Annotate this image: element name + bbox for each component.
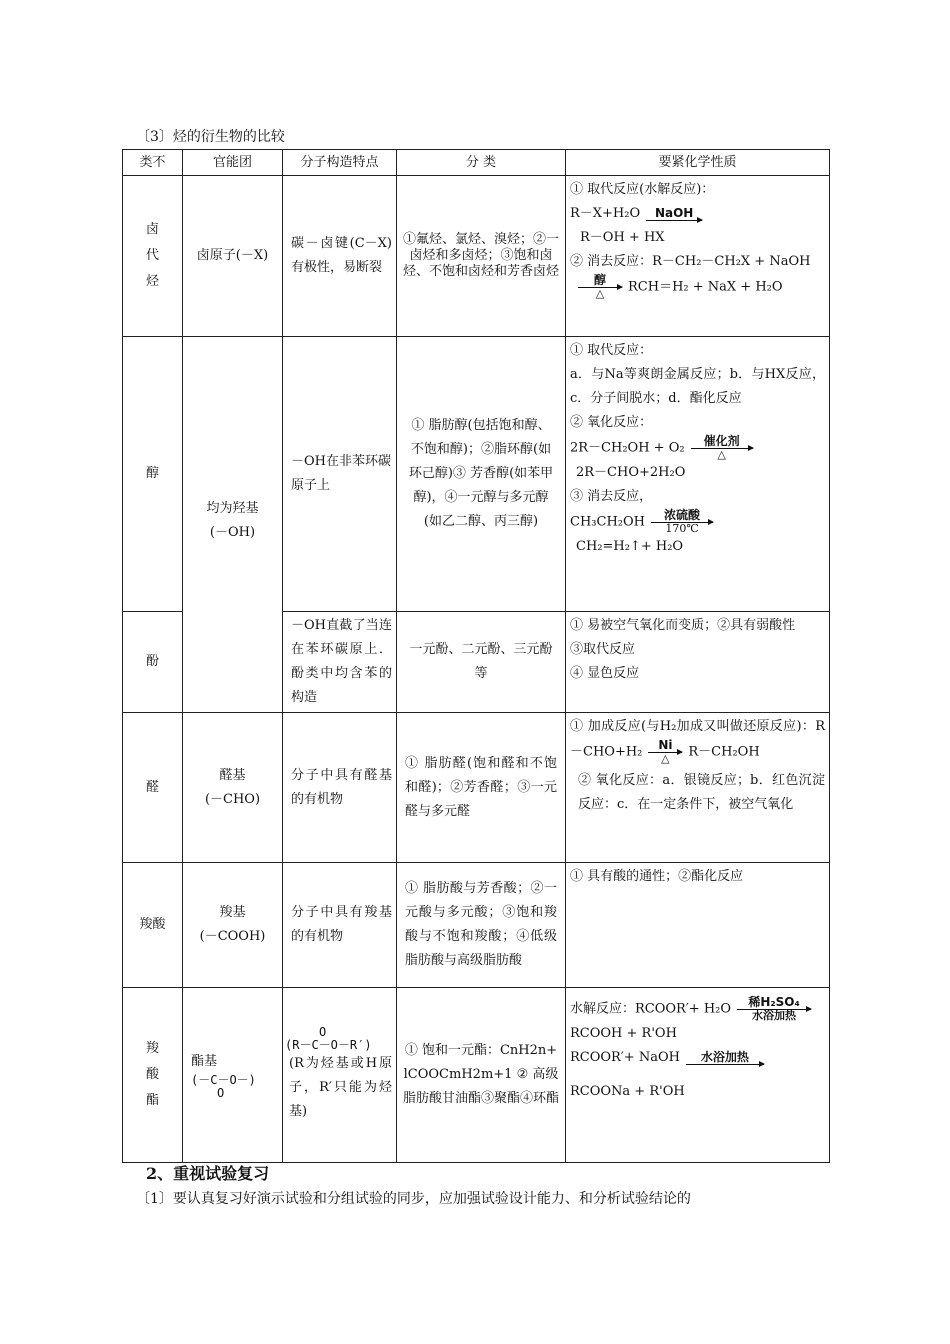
group-cell: 酯基 (－C－O－) O xyxy=(183,988,283,1163)
class-cell: 一元酚、二元酚、三元酚等 xyxy=(397,612,566,713)
row-alcohol xyxy=(123,337,830,612)
row-halohydrocarbon xyxy=(123,176,830,337)
property-cell: 水解反应：RCOOR′+ H₂O 稀H₂SO₄ 水浴加热 RCOOH + R'OH RCOOR′+ NaOH 水浴加热 RCOONa + R'OH xyxy=(566,988,830,1163)
feature-cell: 分子中具有醛基的有机物 xyxy=(283,713,397,863)
class-cell: ① 饱和一元酯：CnH2n+lCOOCmH2m+1 ② 高级脂肪酸甘油酯③聚酯④环酯 xyxy=(397,988,566,1163)
header-row xyxy=(123,150,830,176)
derivatives-table xyxy=(122,149,830,1163)
ester-group-structure: (－C－O－) xyxy=(191,1073,256,1087)
category-cell: 羧 酸 酯 xyxy=(123,988,183,1163)
header-category: 类不 xyxy=(123,150,183,176)
group-cell-hydroxyl: 均为羟基 (－OH) xyxy=(183,337,283,713)
row-ester xyxy=(123,988,830,1163)
property-cell: ① 具有酸的通性；②酯化反应 xyxy=(566,863,830,988)
ester-structure: (R－C－O－R′) xyxy=(285,1038,372,1052)
category-cell: 酚 xyxy=(123,612,183,713)
header-property: 要紧化学性质 xyxy=(566,150,830,176)
property-cell: ① 取代反应： a．与Na等爽朗金属反应；b．与HX反应，c．分子间脱水；d．酯化反应 ② 氧化反应： 2R－CH₂OH + O₂ 催化剂 △ 2R－CHO+2H₂O ③ 消去反应， CH₃CH₂OH 浓硫酸 170℃ CH₂=H₂↑+ H₂O xyxy=(566,337,830,612)
row-carboxylic-acid xyxy=(123,863,830,988)
property-cell: ① 加成反应(与H₂加成又叫做还原反应)：R－CHO+H₂ Ni △ R－CH₂OH ② 氧化反应：a．银镜反应；b．红色沉淀反应：c．在一定条件下，被空气氧化 xyxy=(566,713,830,863)
header-class: 分 类 xyxy=(397,150,566,176)
class-cell: ① 脂肪醛(饱和醛和不饱和醛)；②芳香醛；③一元醛与多元醛 xyxy=(397,713,566,863)
feature-cell: O (R－C－O－R′) (R为烃基或H原子，R′只能为烃基) xyxy=(283,988,397,1163)
group-cell: 醛基 (－CHO) xyxy=(183,713,283,863)
group-cell: 羧基 (－COOH) xyxy=(183,863,283,988)
section-title: 2、重视试验复习 xyxy=(146,1164,270,1183)
header-group: 官能团 xyxy=(183,150,283,176)
class-cell: ①氟烃、氯烃、溴烃；②一卤烃和多卤烃；③饱和卤烃、不饱和卤烃和芳香卤烃 xyxy=(397,176,566,337)
class-cell: ① 脂肪酸与芳香酸；②一元酸与多元酸；③饱和羧酸与不饱和羧酸；④低级脂肪酸与高级脂肪酸 xyxy=(397,863,566,988)
body-paragraph: 〔1〕要认真复习好演示试验和分组试验的同步，应加强试验设计能力、和分析试验结论的 xyxy=(136,1191,691,1207)
feature-cell: －OH直截了当连在苯环碳原上．酚类中均含苯的构造 xyxy=(283,612,397,713)
category-cell: 羧酸 xyxy=(123,863,183,988)
category-cell: 卤 代 烃 xyxy=(123,176,183,337)
feature-cell: 分子中具有羧基的有机物 xyxy=(283,863,397,988)
group-cell: 卤原子(－X) xyxy=(183,176,283,337)
feature-cell: 碳－卤键(C－X)有极性，易断裂 xyxy=(283,176,397,337)
feature-cell: －OH在非苯环碳原子上 xyxy=(283,337,397,612)
table-caption: 〔3〕烃的衍生物的比较 xyxy=(136,129,285,145)
category-cell: 醛 xyxy=(123,713,183,863)
header-feature: 分子构造特点 xyxy=(283,150,397,176)
row-aldehyde xyxy=(123,713,830,863)
class-cell: ① 脂肪醇(包括饱和醇、不饱和醇)；②脂环醇(如环己醇)③ 芳香醇(如苯甲醇)，④一元醇与多元醇(如乙二醇、丙三醇) xyxy=(397,337,566,612)
property-cell: ① 易被空气氧化而变质；②具有弱酸性 ③取代反应 ④ 显色反应 xyxy=(566,612,830,713)
category-cell: 醇 xyxy=(123,337,183,612)
property-cell: ① 取代反应(水解反应)： R－X+H₂O NaOH R－OH + HX ② 消去反应：R－CH₂－CH₂X + NaOH 醇 △ RCH＝H₂ + NaX + H₂O xyxy=(566,176,830,337)
